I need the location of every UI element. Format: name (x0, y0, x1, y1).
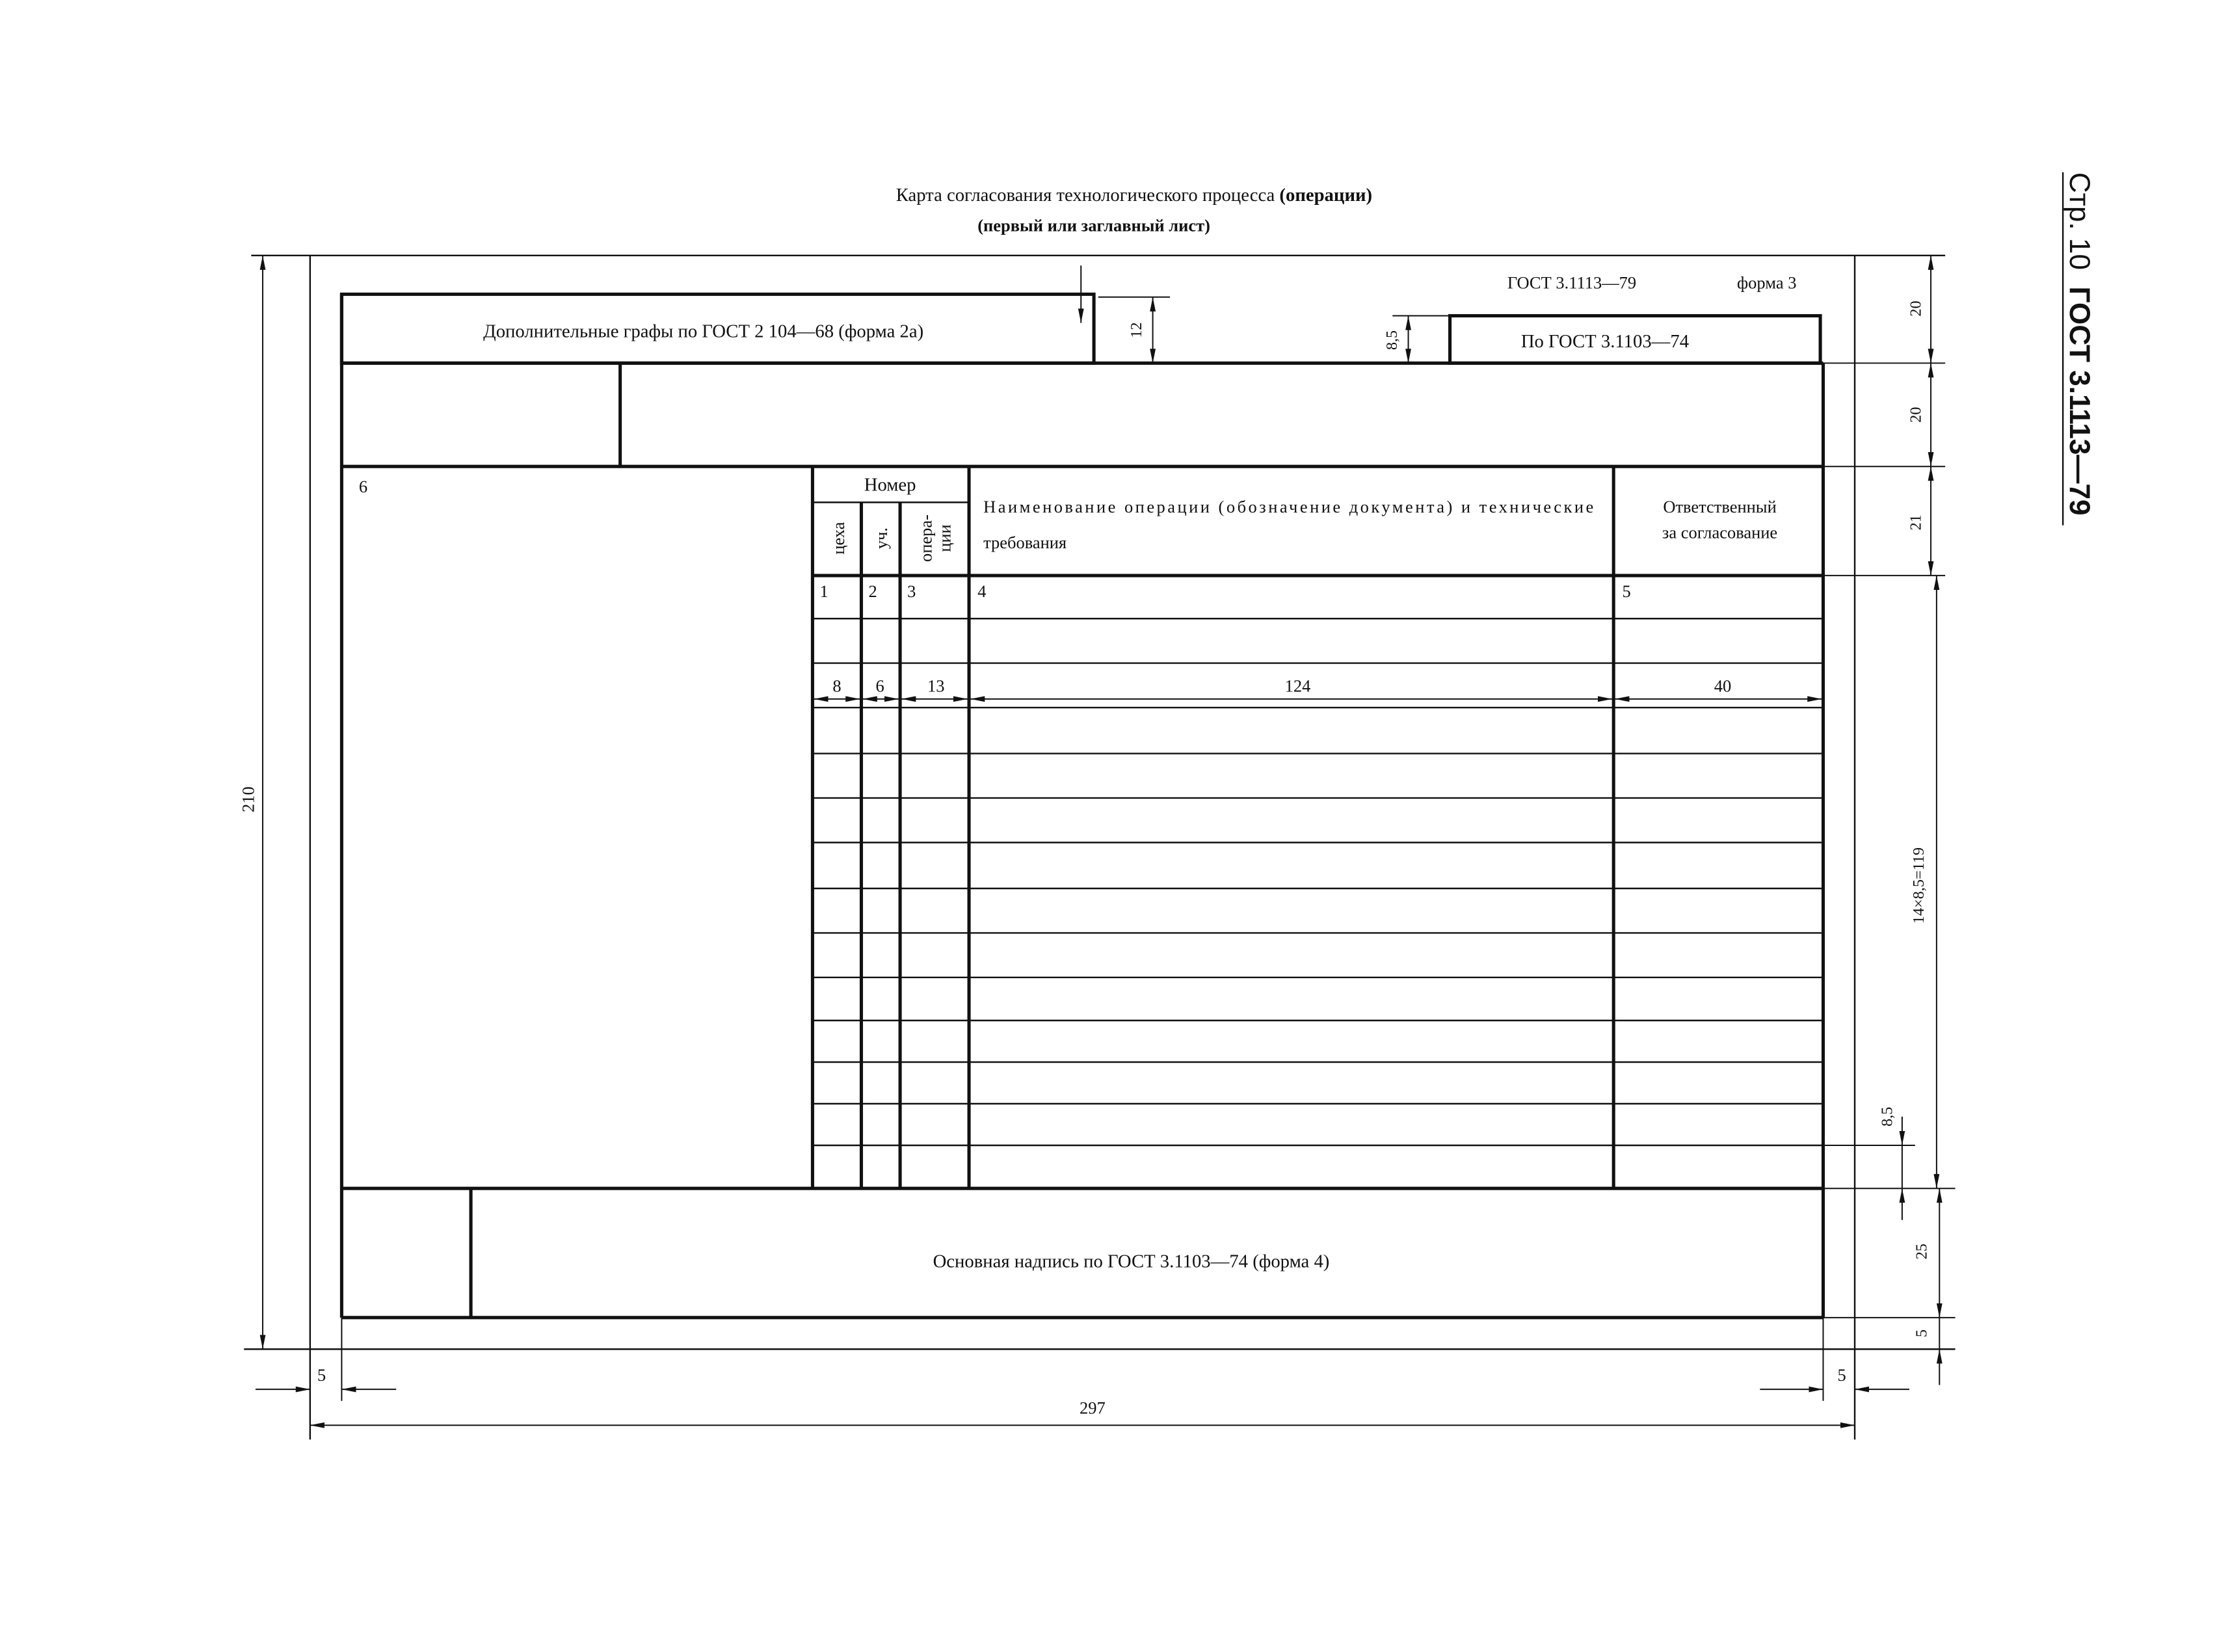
per-standard-label: По ГОСТ 3.1103—74 (1520, 331, 1690, 353)
header-name-line2: требования (983, 532, 1067, 552)
column-number: 2 (868, 581, 877, 602)
header-workshop: цеха (828, 522, 848, 555)
page-title-main: Карта согласования технологического процесса (895, 184, 1275, 206)
dim-label-col-width: 8 (832, 676, 842, 696)
column-number: 5 (1622, 581, 1631, 602)
header-section: уч. (871, 527, 892, 550)
column-number: 4 (977, 581, 987, 602)
extra-columns-label: Дополнительные графы по ГОСТ 2 104—68 (форма 2а) (483, 321, 924, 342)
dim-label-extra-height: 12 (1127, 322, 1145, 338)
header-responsible-line2: за согласование (1662, 522, 1778, 542)
form-number: форма 3 (1737, 273, 1797, 293)
dim-label-title-block: 25 (1913, 1244, 1931, 1260)
column-number: 1 (819, 581, 829, 602)
side-label-standard: ГОСТ 3.1113—79 (2063, 286, 2096, 516)
dim-label-sheet-height: 210 (238, 786, 258, 813)
side-label (2063, 172, 2095, 516)
dim-label-header-row: 21 (1907, 514, 1925, 531)
title-block-label: Основная надпись по ГОСТ 3.1103—74 (форма 4) (933, 1251, 1330, 1272)
form-standard: ГОСТ 3.1113—79 (1507, 273, 1637, 293)
header-operation-line1: опера- (916, 514, 936, 563)
dim-label-row-height: 8,5 (1878, 1106, 1896, 1127)
dim-label-per-standard-height: 8,5 (1383, 330, 1401, 351)
dim-label-col-width: 124 (1284, 676, 1311, 696)
header-responsible-line1: Ответственный (1663, 496, 1777, 516)
dim-label-margin-right: 5 (1837, 1365, 1846, 1385)
header-number-group: Номер (864, 474, 916, 496)
dim-label-col-width: 13 (927, 676, 945, 696)
page-title (896, 185, 1372, 206)
dim-label-col-width: 6 (875, 676, 884, 696)
header-name-line1: Наименование операции (обозначение документа) и технические (983, 496, 1594, 516)
left-field-number: 6 (358, 476, 368, 496)
column-number: 3 (907, 581, 916, 602)
page-subtitle: (первый или заглавный лист) (977, 215, 1210, 235)
side-label-page: Стр. 10 (2063, 172, 2096, 271)
dim-label-margin-left: 5 (317, 1365, 326, 1385)
header-operation-line2: ции (935, 524, 955, 552)
page-title-emphasis: (операции) (1279, 184, 1373, 206)
dim-label-second-row: 20 (1907, 406, 1925, 423)
dim-label-bottom-margin: 5 (1913, 1329, 1931, 1338)
dim-label-rows-total: 14×8,5=119 (1910, 847, 1928, 924)
dim-label-top-row: 20 (1907, 300, 1925, 317)
dim-label-col-width: 40 (1714, 676, 1732, 696)
dim-label-sheet-width: 297 (1080, 1398, 1106, 1418)
